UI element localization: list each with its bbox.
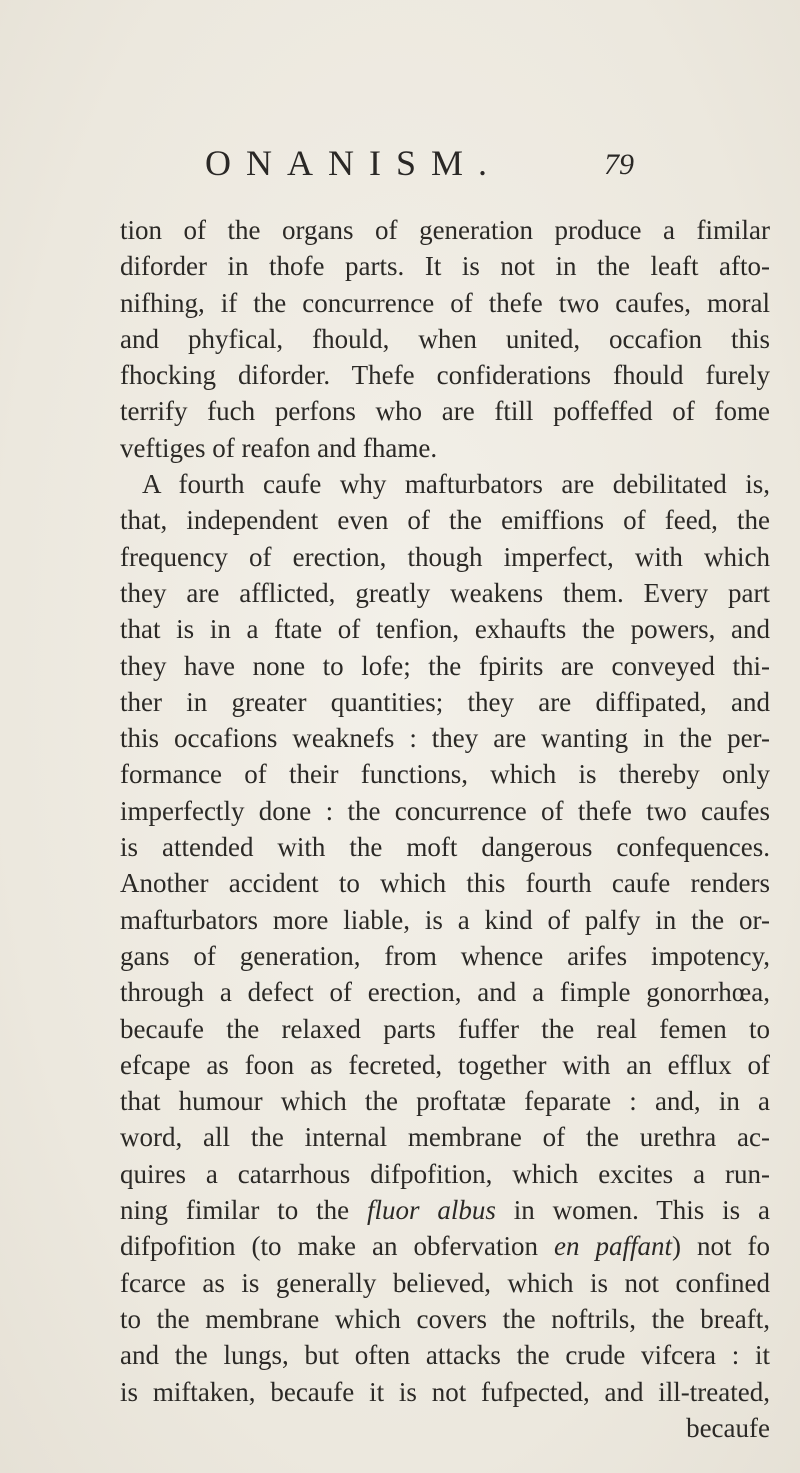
running-title: ONANISM.	[205, 143, 503, 183]
text-line: word, all the internal membrane of the urethra ac-	[120, 1122, 770, 1153]
text-segment: ) not fo	[671, 1231, 770, 1262]
text-line: to the membrane which covers the noftrils, the breaft,	[120, 1303, 770, 1334]
text-line: they are afflicted, greatly weakens them. Every part	[120, 577, 770, 608]
text-line: Another accident to which this fourth caufe renders	[120, 868, 770, 899]
text-line: gans of generation, from whence arifes impotency,	[120, 940, 770, 971]
italic-term: fluor albus	[366, 1195, 496, 1226]
text-line: they have none to lofe; the fpirits are conveyed thi-	[120, 650, 770, 681]
italic-term: en paffant	[553, 1231, 672, 1262]
body-text	[120, 212, 770, 1446]
running-head	[0, 138, 800, 188]
text-line: and the lungs, but often attacks the crude vifcera : it	[120, 1340, 770, 1371]
page-number: 79	[604, 148, 634, 181]
text-line: ther in greater quantities; they are diffipated, and	[120, 686, 770, 717]
text-line: veftiges of reafon and fhame.	[120, 432, 438, 463]
catchword: becaufe	[686, 1412, 770, 1443]
text-line: diforder in thofe parts. It is not in the leaft afto-	[120, 251, 770, 282]
text-line-with-italic	[120, 1228, 770, 1264]
text-line: is attended with the moft dangerous confequences.	[120, 832, 770, 863]
text-segment: ning fimilar to the	[120, 1195, 367, 1226]
text-line: that, independent even of the emiffions of feed, the	[120, 505, 770, 536]
text-line: tion of the organs of generation produce a fimilar	[120, 215, 770, 245]
text-line: nifhing, if the concurrence of thefe two caufes, moral	[120, 287, 770, 318]
text-line: is miftaken, becaufe it is not fufpected, and ill-treated,	[120, 1376, 770, 1407]
text-line: and phyfical, fhould, when united, occafion this	[120, 323, 770, 354]
text-line: this occafions weaknefs : they are wanting in the per-	[120, 723, 770, 754]
text-line: formance of their functions, which is thereby only	[120, 759, 770, 790]
text-line: fhocking diforder. Thefe confiderations fhould furely	[120, 360, 770, 391]
text-line: becaufe the relaxed parts fuffer the real femen to	[120, 1013, 770, 1044]
text-line: efcape as foon as fecreted, together with an efflux of	[120, 1049, 770, 1080]
text-line: quires a catarrhous difpofition, which excites a run-	[120, 1158, 770, 1189]
text-line: through a defect of erection, and a fimple gonorrhœa,	[120, 977, 770, 1008]
text-line-with-italic	[120, 1192, 770, 1228]
text-line: imperfectly done : the concurrence of thefe two caufes	[120, 795, 770, 826]
text-line: frequency of erection, though imperfect, with which	[120, 541, 770, 572]
paragraph-start-line: A fourth caufe why mafturbators are debilitated is,	[142, 469, 770, 500]
text-line: that humour which the proftatæ feparate : and, in a	[120, 1086, 770, 1117]
text-line: terrify fuch perfons who are ftill poffeffed of fome	[120, 396, 770, 427]
text-segment: in women. This is a	[495, 1195, 770, 1226]
text-line: that is in a ftate of tenfion, exhaufts the powers, and	[120, 614, 770, 645]
text-segment: difpofition (to make an obfervation	[120, 1231, 554, 1262]
text-line: mafturbators more liable, is a kind of palfy in the or-	[120, 904, 770, 935]
text-line: fcarce as is generally believed, which is not confined	[120, 1267, 770, 1298]
